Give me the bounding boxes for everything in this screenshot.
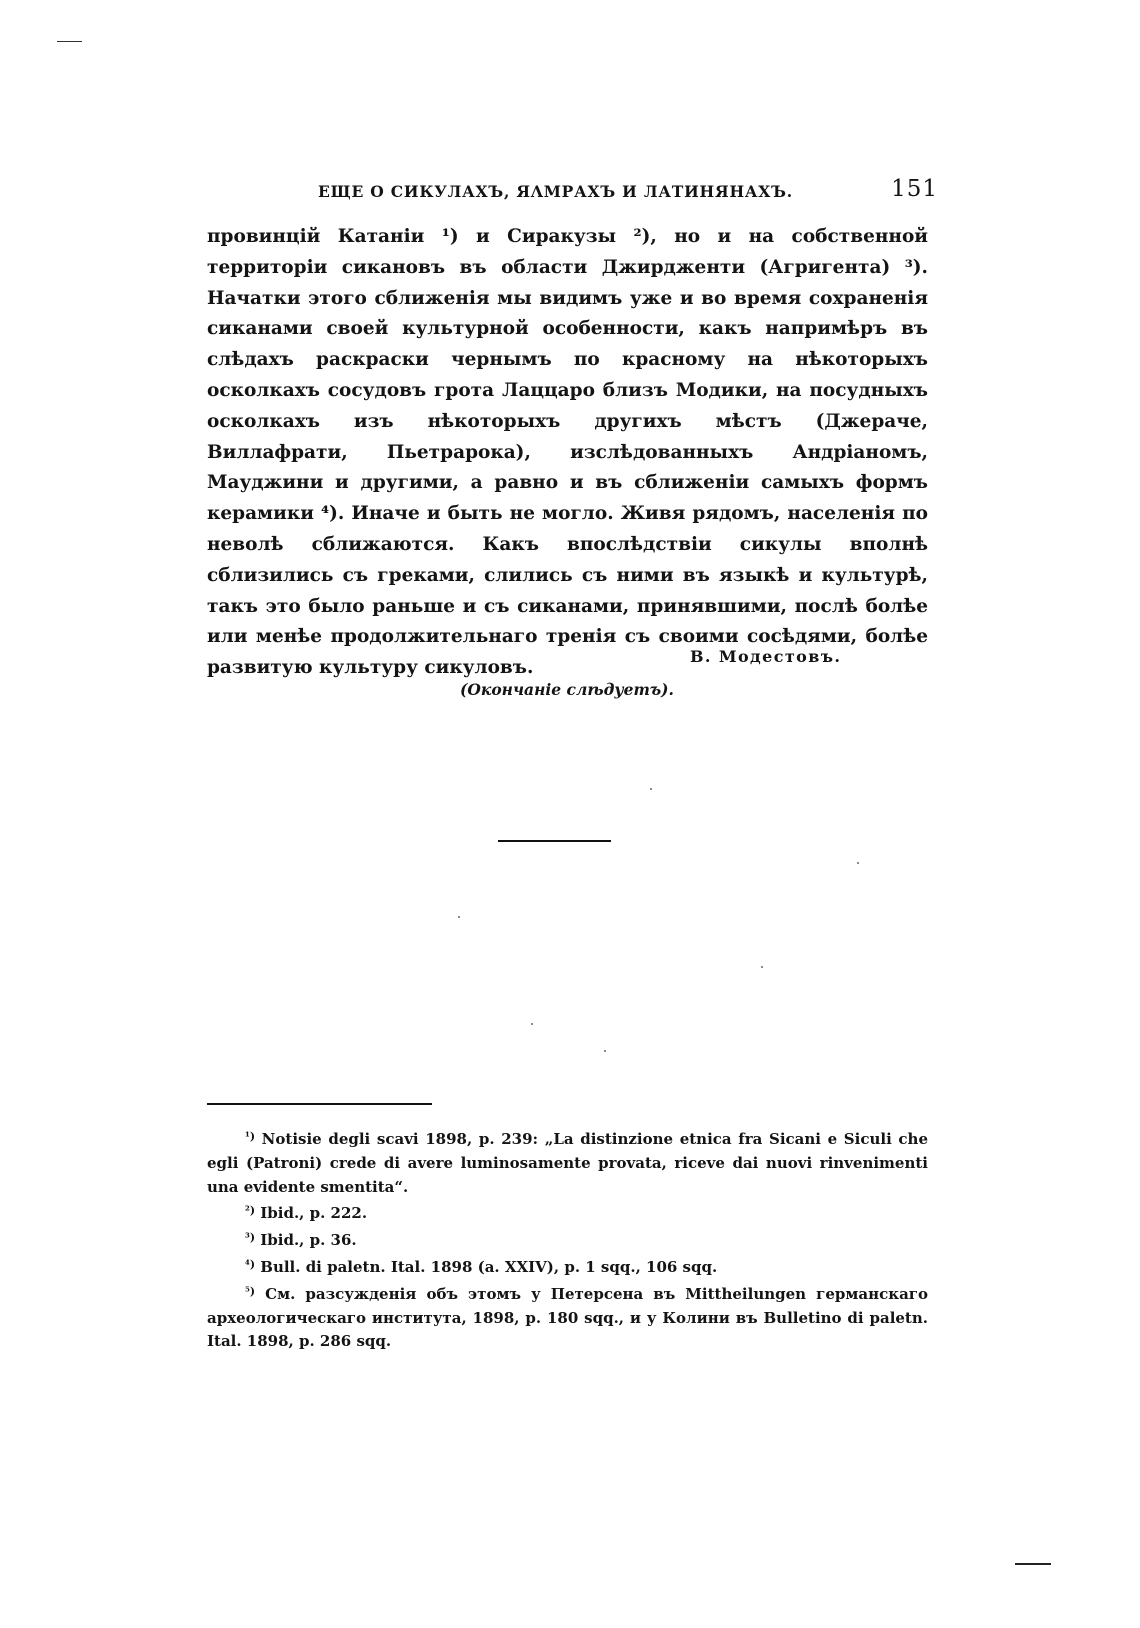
print-speck [857, 862, 859, 864]
footnote-text: Ibid., p. 36. [260, 1231, 357, 1250]
print-speck [650, 788, 652, 790]
footnote-text: Notisie degli scavi 1898, p. 239: „La distinzione etnica fra Sicani e Siculi che egli (Patroni) crede di avere luminosamente provata, riceve dai nuovi rinvenimenti una evidente smentita“. [207, 1130, 928, 1196]
footnote-mark: ³) [245, 1231, 256, 1245]
author-signature: В. Модестовъ. [690, 647, 842, 666]
running-head-title: ЕЩЕ О СИКУЛАХЪ, ЯΛМРАХЪ И ЛАТИНЯНАХЪ. [318, 182, 793, 201]
footnote-text: Bull. di paletn. Ital. 1898 (a. XXIV), p. 1 sqq., 106 sqq. [260, 1257, 718, 1276]
footnote-text: См. разсужденія объ этомъ у Петерсена въ Mittheilungen германскаго археологическаго института, 1898, p. 180 sqq., и у Колини въ Bulletino di paletn. Ital. 1898, p. 286 sqq. [207, 1284, 928, 1351]
print-speck [761, 966, 763, 968]
page-number: 151 [891, 176, 938, 202]
footnote-mark: ²) [245, 1204, 256, 1218]
footnote [207, 1199, 928, 1226]
continuation-note: (Окончаніе слѣдуетъ). [460, 680, 674, 699]
footnote [207, 1253, 928, 1280]
footnote [207, 1280, 928, 1354]
footnote-mark: ⁴) [245, 1257, 256, 1271]
footnote-text: Ibid., p. 222. [260, 1204, 368, 1223]
print-speck [604, 1050, 606, 1052]
body-paragraph-text: провинцій Катаніи ¹) и Сиракузы ²), но и на собственной территоріи сикановъ въ области Джирдженти (Агригента) ³). Начатки этого сближенія мы видимъ уже и во время сохраненія сиканами своей культурной особенности, какъ напримѣръ въ слѣдахъ раскраски чернымъ по красному на нѣкоторыхъ осколкахъ сосудовъ грота Лаццаро близъ Модики, на посудныхъ осколкахъ изъ нѣкоторыхъ другихъ мѣстъ (Джераче, Виллафрати, Пьетрарока), изслѣдованныхъ Андріаномъ, Мауджини и другими, а равно и въ сближеніи самыхъ формъ керамики ⁴). Иначе и быть не могло. Живя рядомъ, населенія по неволѣ сближаются. Какъ впослѣдствіи сикулы вполнѣ сблизились съ греками, слились съ ними въ языкѣ и культурѣ, такъ это было раньше и съ сиканами, принявшими, послѣ болѣе или менѣе продолжительнаго тренія съ своими сосѣдями, болѣе развитую культуру сикуловъ. [207, 226, 928, 679]
footnote [207, 1226, 928, 1253]
footnote-divider [207, 1103, 432, 1105]
footnote [207, 1125, 928, 1199]
footnote-mark: ¹) [245, 1130, 256, 1143]
footnote-mark: ⁵) [245, 1284, 256, 1298]
footnotes [207, 1125, 928, 1354]
corner-mark [57, 41, 82, 42]
body-paragraph [207, 222, 928, 684]
print-speck [458, 916, 460, 918]
print-speck [531, 1023, 533, 1025]
running-head [318, 178, 938, 208]
corner-mark [1015, 1563, 1051, 1565]
section-divider [498, 840, 611, 842]
